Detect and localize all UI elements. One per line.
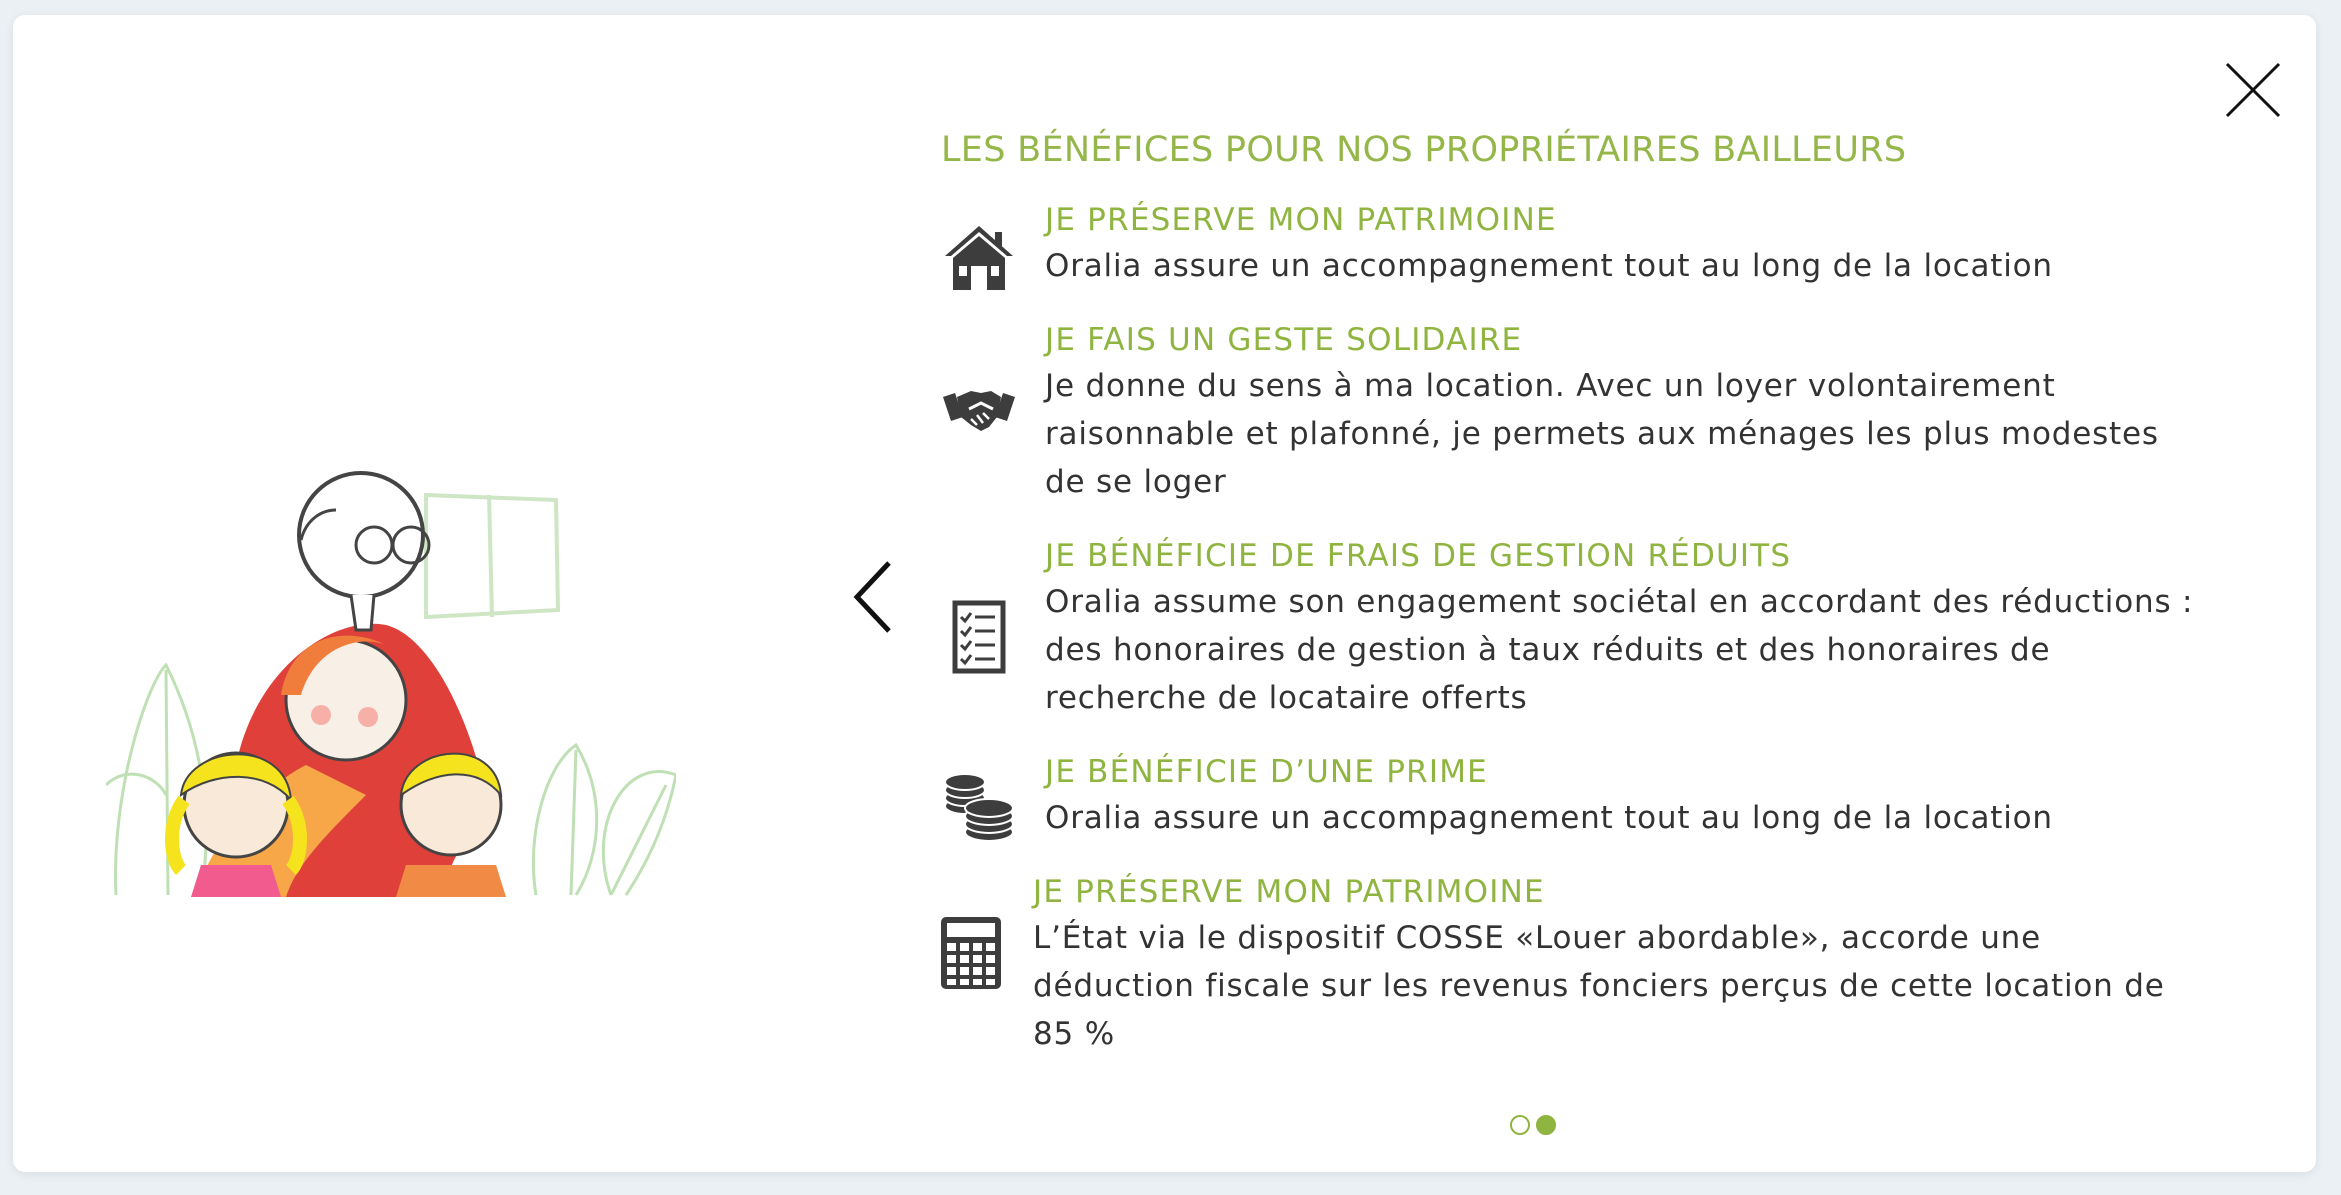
benefit-description: Je donne du sens à ma location. Avec un loyer volontairement raisonnable et plafonné, je permets aux ménages les plus modestes de se loger — [1045, 368, 2159, 500]
benefit-heading: JE PRÉSERVE MON PATRIMOINE — [1045, 202, 1557, 238]
benefit-heading: JE FAIS UN GESTE SOLIDAIRE — [1045, 322, 1523, 358]
slider-pagination — [1510, 1115, 1556, 1139]
close-button[interactable] — [2213, 50, 2293, 130]
handshake-icon — [941, 373, 1017, 449]
benefit-heading: JE BÉNÉFICIE DE FRAIS DE GESTION RÉDUITS — [1045, 538, 1792, 574]
coins-icon — [941, 770, 1017, 846]
benefit-heading: JE PRÉSERVE MON PATRIMOINE — [1033, 874, 1545, 910]
calculator-icon — [933, 915, 1009, 991]
pagination-dot-1[interactable] — [1510, 1115, 1530, 1135]
close-icon — [2213, 50, 2293, 130]
benefit-description: Oralia assure un accompagnement tout au long de la location — [1045, 248, 2053, 284]
benefit-description: L’État via le dispositif COSSE «Louer abordable», accorde une déduction fiscale sur les revenus fonciers perçus de cette location de 85 % — [1033, 920, 2165, 1052]
family-illustration — [106, 465, 676, 897]
pagination-dot-2[interactable] — [1536, 1115, 1556, 1135]
house-icon — [941, 220, 1017, 296]
checklist-icon — [941, 599, 1017, 675]
section-title: LES BÉNÉFICES POUR NOS PROPRIÉTAIRES BAILLEURS — [941, 130, 1907, 170]
benefits-modal — [13, 15, 2316, 1172]
chevron-left-icon — [845, 555, 901, 639]
benefit-description: Oralia assume son engagement sociétal en accordant des réductions : des honoraires de gestion à taux réduits et des honoraires de recherche de locataire offerts — [1045, 584, 2194, 716]
previous-slide-button[interactable] — [845, 555, 901, 639]
benefit-heading: JE BÉNÉFICIE D’UNE PRIME — [1045, 754, 1488, 790]
benefit-description: Oralia assure un accompagnement tout au long de la location — [1045, 800, 2053, 836]
